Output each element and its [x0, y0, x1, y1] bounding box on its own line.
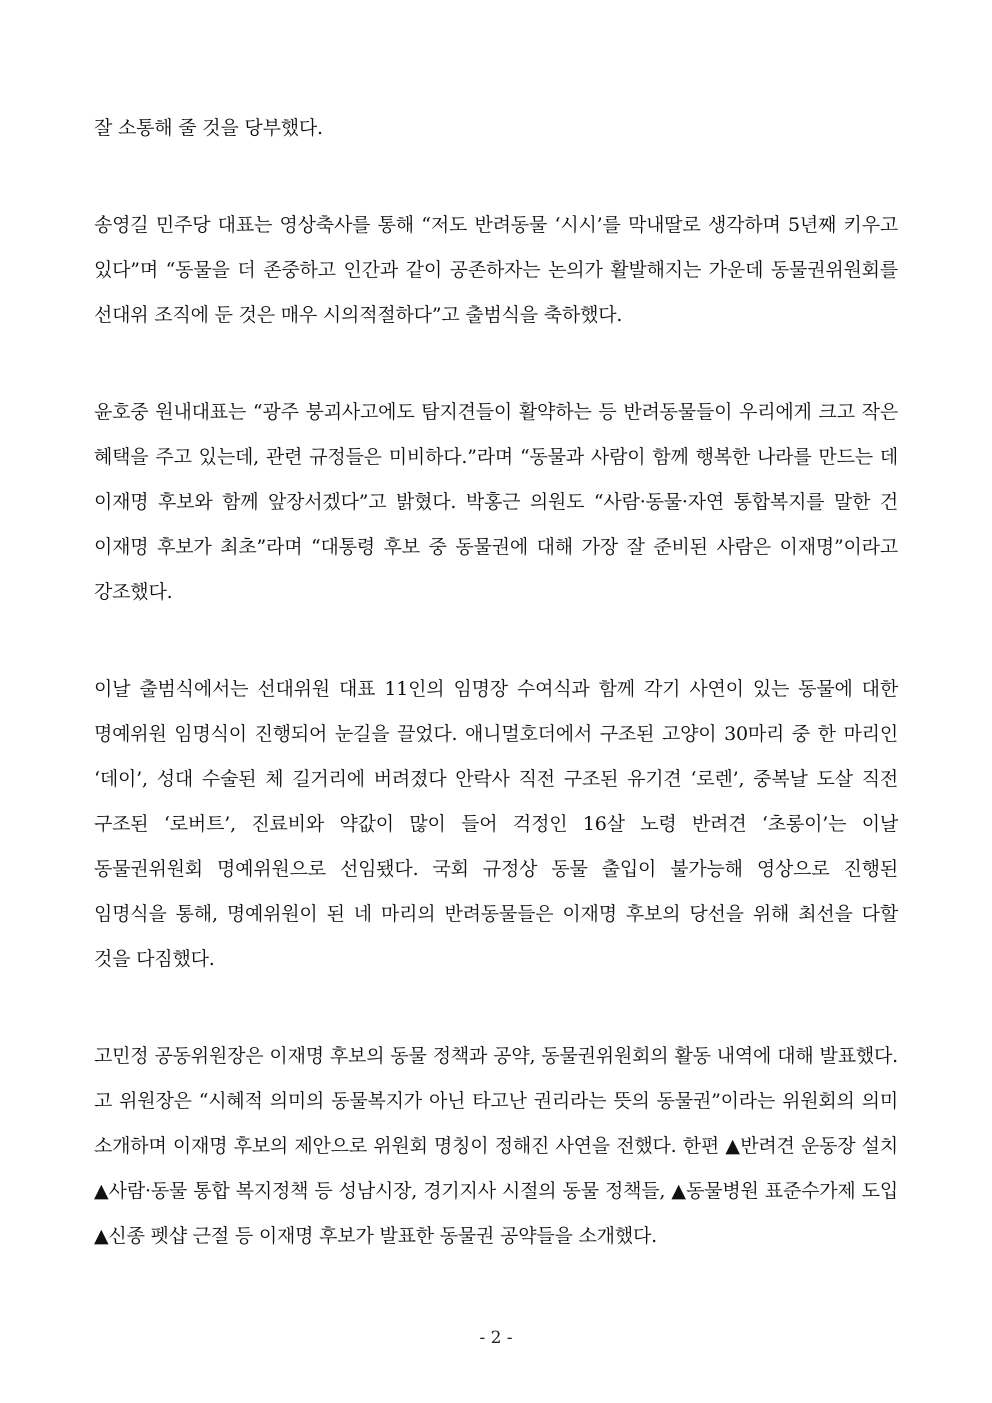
paragraph-ko-minjung: 고민정 공동위원장은 이재명 후보의 동물 정책과 공약, 동물권위원회의 활동 내역에 대해 발표했다. 고 위원장은 “시혜적 의미의 동물복지가 아닌 타고난 권리라는 뜻의 동물권”이라는 위원회의 의미 소개하며 이재명 후보의 제안으로 위원회 명칭이 정해진 사연을 전했다. 한편 ▲반려견 운동장 설치 ▲사람·동물 통합 복지정책 등 성남시장, 경기지사 시절의 동물 정책들, ▲동물병원 표준수가제 도입 ▲신종 펫샵 근절 등 이재명 후보가 발표한 동물권 공약들을 소개했다. — [94, 1045, 898, 1247]
paragraph-song-younggil: 송영길 민주당 대표는 영상축사를 통해 “저도 반려동물 ‘시시’를 막내딸로 생각하며 5년째 키우고 있다”며 “동물을 더 존중하고 인간과 같이 공존하자는 논의가 활발해지는 가운데 동물권위원회를 선대위 조직에 둔 것은 매우 시의적절하다”고 출범식을 축하했다. — [94, 214, 898, 326]
paragraph-spacer — [94, 151, 898, 203]
page-number: - 2 - — [479, 1328, 513, 1348]
paragraph-launch-ceremony: 이날 출범식에서는 선대위원 대표 11인의 임명장 수여식과 함께 각기 사연이 있는 동물에 대한 명예위원 임명식이 진행되어 눈길을 끌었다. 애니멀호더에서 구조된 고양이 30마리 중 한 마리인 ‘데이’, 성대 수술된 체 길거리에 버려졌다 안락사 직전 구조된 유기견 ‘로렌’, 중복날 도살 직전 구조된 ‘로버트’, 진료비와 약값이 많이 들어 걱정인 16살 노령 반려견 ‘초롱이’는 이날 동물권위원회 명예위원으로 선임됐다. 국회 규정상 동물 출입이 불가능해 영상으로 진행된 임명식을 통해, 명예위원이 된 네 마리의 반려동물들은 이재명 후보의 당선을 위해 최선을 다할 것을 다짐했다. — [94, 678, 898, 970]
document-body — [94, 106, 898, 1259]
paragraph-spacer — [94, 982, 898, 1034]
paragraph-spacer — [94, 338, 898, 390]
paragraph-closing-line: 잘 소통해 줄 것을 당부했다. — [94, 117, 323, 139]
paragraph-spacer — [94, 615, 898, 667]
paragraph-yun-hojung: 윤호중 원내대표는 “광주 붕괴사고에도 탐지견들이 활약하는 등 반려동물들이 우리에게 크고 작은 혜택을 주고 있는데, 관련 규정들은 미비하다.”라며 “동물과 사람이 함께 행복한 나라를 만드는 데 이재명 후보와 함께 앞장서겠다”고 밝혔다. 박홍근 의원도 “사람·동물·자연 통합복지를 말한 건 이재명 후보가 최초”라며 “대통령 후보 중 동물권에 대해 가장 잘 준비된 사람은 이재명”이라고 강조했다. — [94, 401, 898, 603]
